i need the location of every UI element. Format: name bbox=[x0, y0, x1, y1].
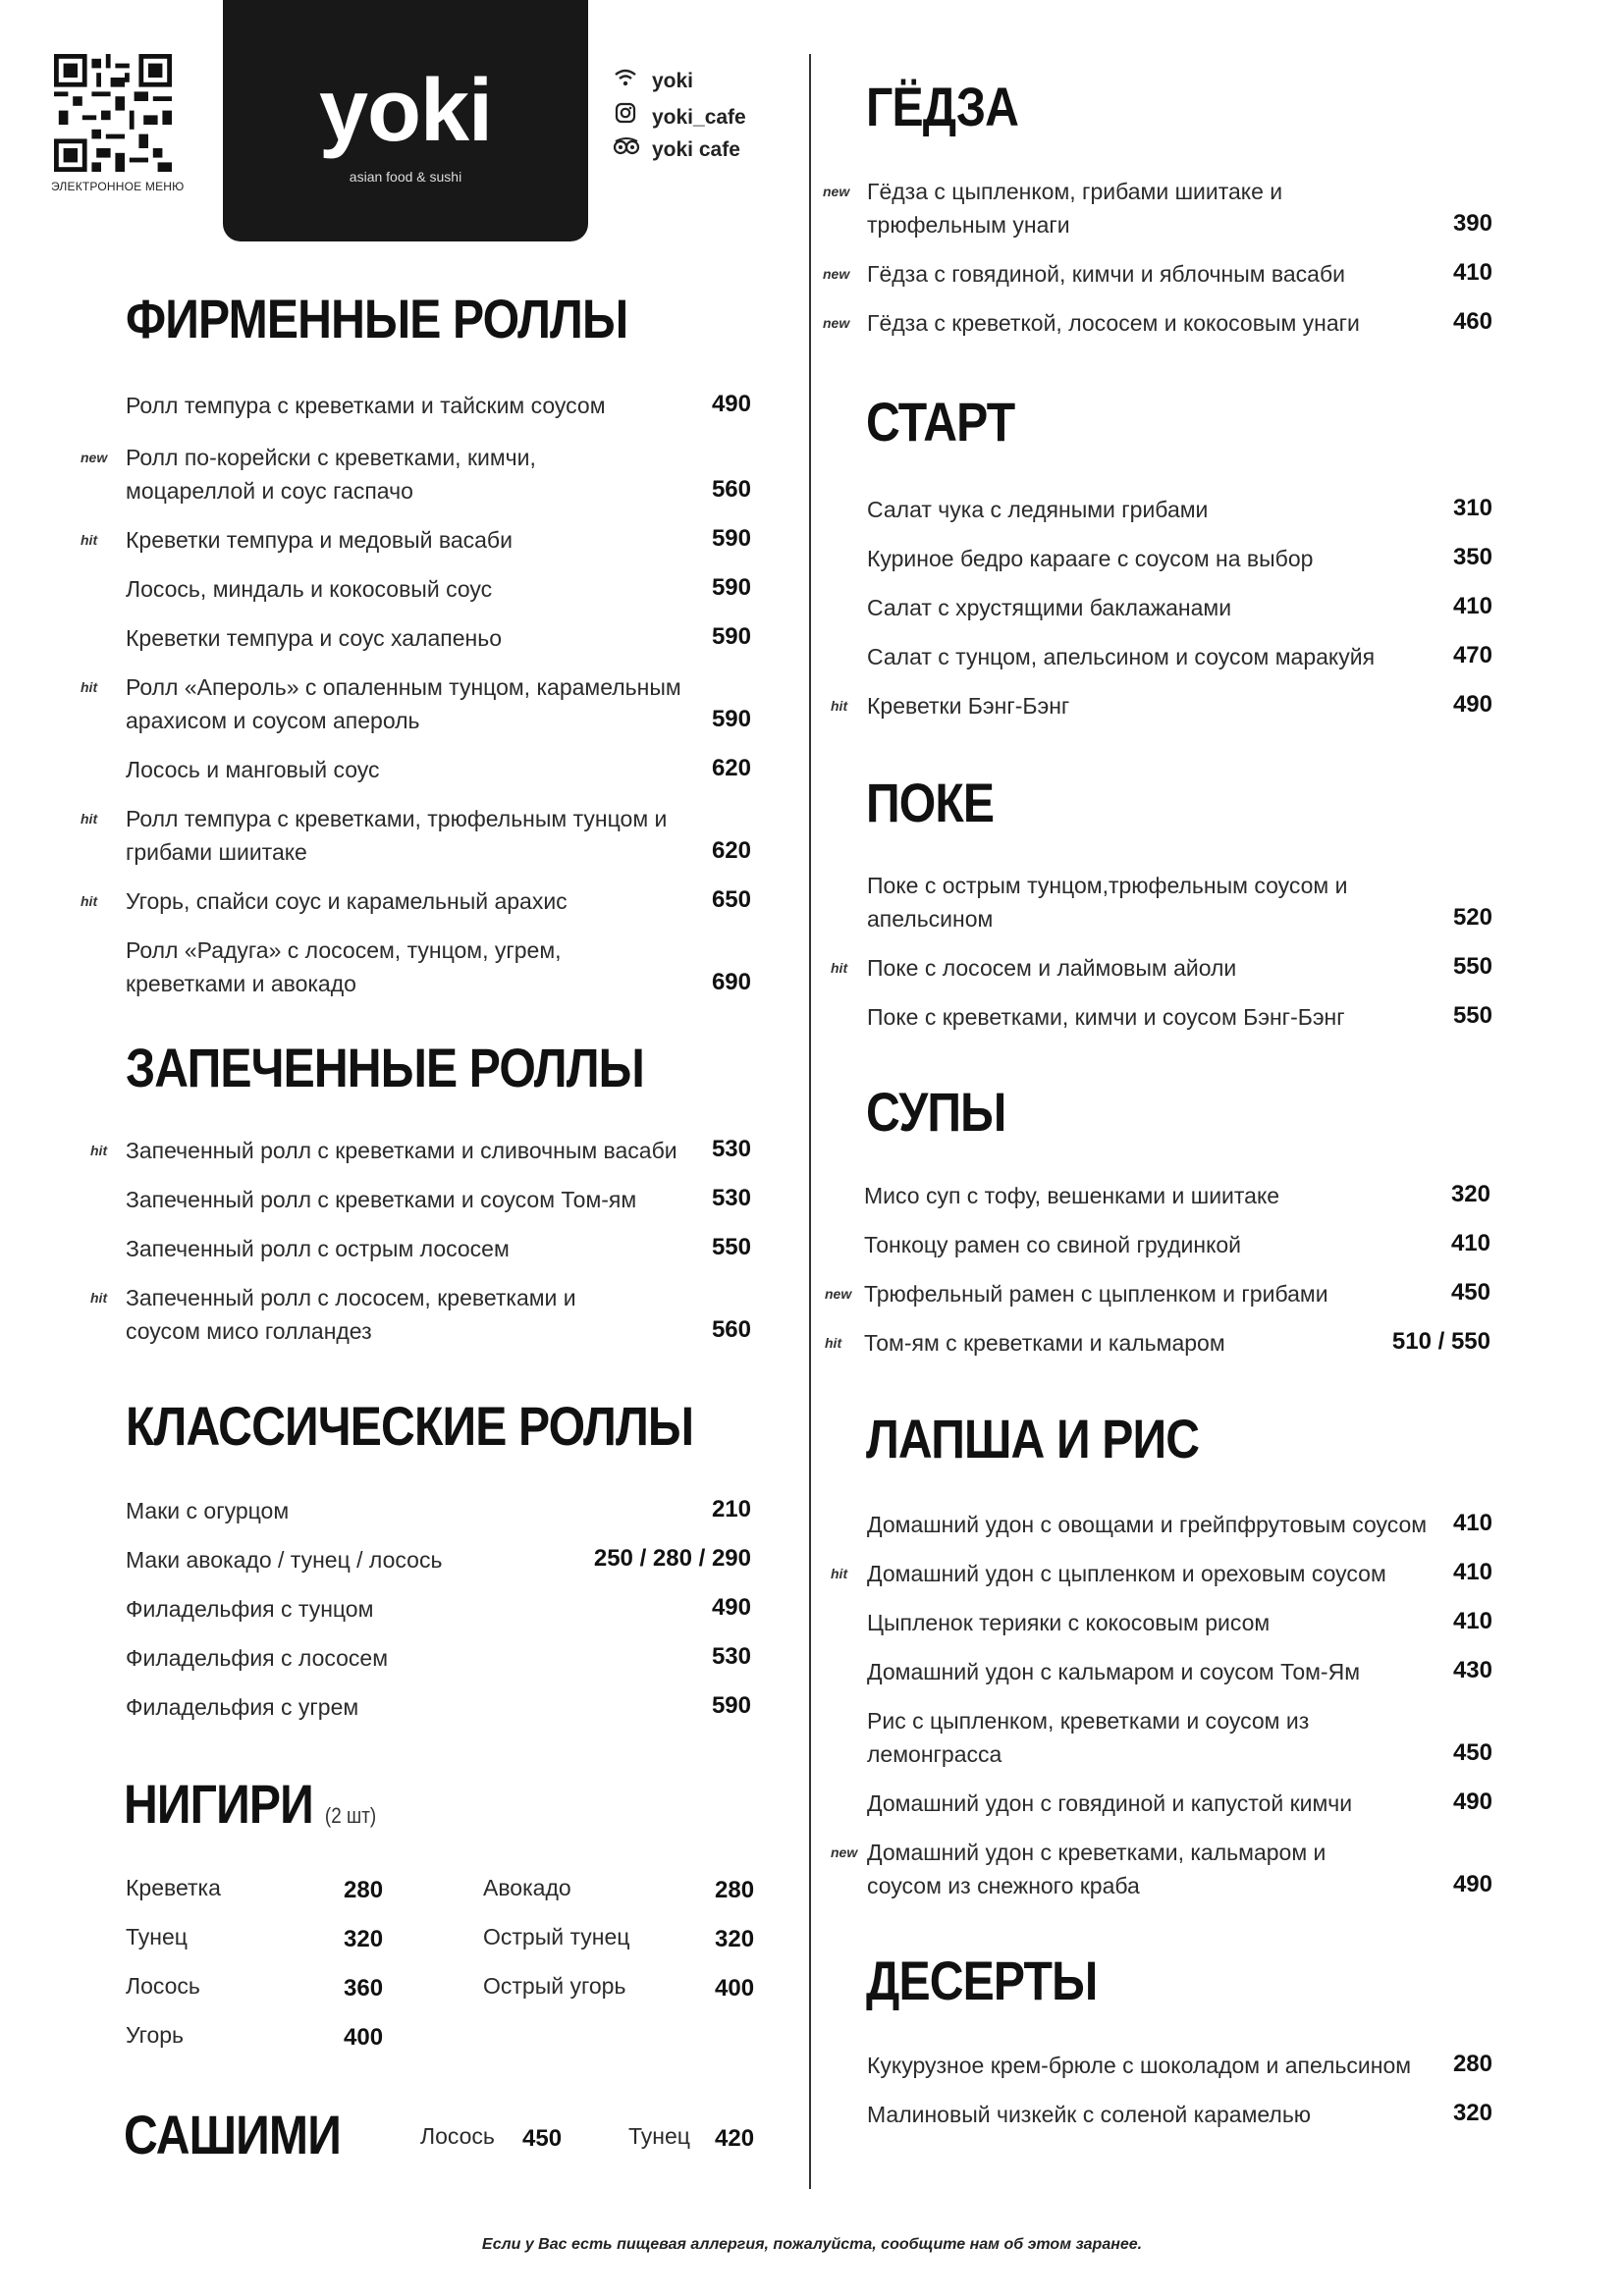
nigiri-name: Тунец bbox=[126, 1924, 188, 1949]
menu-item-name: Кукурузное крем-брюле с шоколадом и апельсином bbox=[867, 2053, 1412, 2078]
menu-item-name: Угорь, спайси соус и карамельный арахис bbox=[126, 888, 568, 914]
menu-item-price: 460 bbox=[1452, 308, 1492, 335]
menu-item-name: Маки с огурцом bbox=[126, 1498, 290, 1523]
menu-item-name: Креветки Бэнг-Бэнг bbox=[867, 693, 1070, 719]
menu-item-price: 690 bbox=[711, 969, 751, 995]
section-title-soups: СУПЫ bbox=[866, 1081, 1006, 1143]
nigiri-note: (2 шт) bbox=[324, 1803, 377, 1828]
nigiri-price: 320 bbox=[715, 1926, 755, 1952]
menu-item-name: Гёдза с цыпленком, грибами шиитаке и bbox=[867, 179, 1283, 204]
badge-hit: hit bbox=[81, 893, 98, 909]
menu-item-price: 510 / 550 bbox=[1391, 1328, 1490, 1355]
section-title-desserts: ДЕСЕРТЫ bbox=[866, 1949, 1098, 2011]
menu-item-name: Запеченный ролл с острым лососем bbox=[126, 1236, 510, 1261]
sashimi-name: Лосось bbox=[420, 2123, 495, 2149]
section-title-classic-rolls: КЛАССИЧЕСКИЕ РОЛЛЫ bbox=[126, 1395, 694, 1457]
menu-item-price: 560 bbox=[711, 1316, 751, 1343]
instagram-row[interactable] bbox=[613, 102, 746, 130]
column-divider bbox=[809, 54, 811, 2189]
nigiri-name: Острый угорь bbox=[483, 1973, 626, 1999]
nigiri-price: 280 bbox=[715, 1877, 755, 1903]
menu-item-price: 450 bbox=[1450, 1279, 1490, 1306]
menu-item-name: Домашний удон с овощами и грейпфрутовым соусом bbox=[867, 1512, 1428, 1537]
menu-item-name: Малиновый чизкейк с соленой карамелью bbox=[867, 2102, 1312, 2127]
badge-hit: hit bbox=[90, 1143, 108, 1158]
menu-item-price: 530 bbox=[711, 1643, 751, 1670]
nigiri-title: НИГИРИ bbox=[124, 1773, 313, 1835]
menu-item-price: 490 bbox=[1452, 1789, 1492, 1815]
menu-item-name: грибами шиитаке bbox=[126, 839, 307, 865]
nigiri-price: 400 bbox=[344, 2024, 384, 2051]
menu-item-price: 310 bbox=[1452, 495, 1492, 521]
menu-item-name: Том-ям с креветками и кальмаром bbox=[864, 1330, 1225, 1356]
menu-item-name: Мисо суп с тофу, вешенками и шиитаке bbox=[864, 1183, 1280, 1208]
menu-item-name: Домашний удон с креветками, кальмаром и bbox=[867, 1840, 1326, 1865]
qr-label: ЭЛЕКТРОННОЕ МЕНЮ bbox=[51, 180, 185, 193]
menu-item-name: Запеченный ролл с креветками и соусом Том-ям bbox=[126, 1187, 637, 1212]
menu-item-name: Салат с хрустящими баклажанами bbox=[867, 595, 1232, 620]
menu-item-price: 650 bbox=[711, 886, 751, 913]
menu-item-price: 490 bbox=[711, 391, 751, 417]
wifi-icon bbox=[613, 68, 638, 93]
wifi-row bbox=[613, 68, 693, 93]
menu-item-price: 590 bbox=[711, 1692, 751, 1719]
menu-item-name: Ролл «Радуга» с лососем, тунцом, угрем, bbox=[126, 937, 562, 963]
badge-new: new bbox=[823, 184, 850, 199]
menu-item-price: 320 bbox=[1452, 2100, 1492, 2126]
menu-item-price: 550 bbox=[711, 1234, 751, 1260]
logo-subtitle: asian food & sushi bbox=[349, 169, 462, 185]
menu-item-price: 590 bbox=[711, 706, 751, 732]
sashimi-name: Тунец bbox=[628, 2123, 690, 2149]
menu-item-name: Гёдза с креветкой, лососем и кокосовым унаги bbox=[867, 310, 1360, 336]
wifi-name: yoki bbox=[652, 70, 694, 92]
menu-item-price: 590 bbox=[711, 574, 751, 601]
menu-item-name: апельсином bbox=[867, 906, 994, 932]
instagram-icon bbox=[613, 102, 638, 130]
menu-item-name: Тонкоцу рамен со свиной грудинкой bbox=[864, 1232, 1242, 1257]
menu-item-name: Ролл темпура с креветками и тайским соусом bbox=[126, 393, 606, 418]
menu-item-price: 590 bbox=[711, 525, 751, 552]
badge-new: new bbox=[831, 1844, 858, 1860]
badge-hit: hit bbox=[90, 1290, 108, 1306]
menu-item-price: 550 bbox=[1452, 1002, 1492, 1029]
badge-new: new bbox=[823, 315, 850, 331]
menu-item-price: 410 bbox=[1452, 593, 1492, 619]
menu-item-name: Гёдза с говядиной, кимчи и яблочным васаби bbox=[867, 261, 1345, 287]
menu-item-price: 390 bbox=[1452, 210, 1492, 237]
menu-item-price: 490 bbox=[711, 1594, 751, 1621]
qr-code[interactable] bbox=[54, 54, 172, 172]
menu-item-name: Креветки темпура и медовый васаби bbox=[126, 527, 513, 553]
nigiri-name: Угорь bbox=[126, 2022, 185, 2048]
menu-item-price: 620 bbox=[711, 755, 751, 781]
menu-item-name: Поке с лососем и лаймовым айоли bbox=[867, 955, 1237, 981]
section-title-gyoza: ГЁДЗА bbox=[866, 76, 1019, 137]
menu-item-name: Лосось, миндаль и кокосовый соус bbox=[126, 576, 493, 602]
nigiri-price: 280 bbox=[344, 1877, 384, 1903]
nigiri-price: 400 bbox=[715, 1975, 755, 2002]
badge-hit: hit bbox=[81, 811, 98, 827]
section-title-noodles-rice: ЛАПША И РИС bbox=[866, 1408, 1200, 1469]
badge-hit: hit bbox=[831, 960, 848, 976]
menu-item-name: Ролл темпура с креветками, трюфельным тунцом и bbox=[126, 806, 668, 831]
menu-item-name: Поке с острым тунцом,трюфельным соусом и bbox=[867, 873, 1348, 898]
badge-hit: hit bbox=[81, 532, 98, 548]
menu-item-price: 350 bbox=[1452, 544, 1492, 570]
badge-hit: hit bbox=[825, 1335, 842, 1351]
menu-item-name: Домашний удон с цыпленком и ореховым соусом bbox=[867, 1561, 1386, 1586]
menu-item-name: Куриное бедро караагe с соусом на выбор bbox=[867, 546, 1314, 571]
menu-item-price: 250 / 280 / 290 bbox=[593, 1545, 751, 1572]
logo bbox=[223, 0, 588, 241]
menu-item-name: креветками и авокадо bbox=[126, 971, 356, 996]
menu-item-name: Цыпленок терияки с кокосовым рисом bbox=[867, 1610, 1271, 1635]
menu-item-name: Ролл «Апероль» с опаленным тунцом, карамельным bbox=[126, 674, 681, 700]
menu-item-price: 410 bbox=[1450, 1230, 1490, 1256]
menu-item-name: Филадельфия с лососем bbox=[126, 1645, 389, 1671]
menu-item-name: соусом из снежного краба bbox=[867, 1873, 1140, 1898]
tripadvisor-row[interactable] bbox=[613, 136, 740, 162]
menu-item-name: Запеченный ролл с лососем, креветками и bbox=[126, 1285, 576, 1310]
badge-new: new bbox=[823, 266, 850, 282]
tripadvisor-name: yoki cafe bbox=[652, 138, 740, 161]
menu-item-name: Домашний удон с кальмаром и соусом Том-Ям bbox=[867, 1659, 1361, 1684]
section-title-poke: ПОКЕ bbox=[866, 772, 995, 833]
badge-new: new bbox=[825, 1286, 852, 1302]
menu-item-name: трюфельным унаги bbox=[867, 212, 1070, 238]
nigiri-name: Лосось bbox=[126, 1973, 200, 1999]
section-title-sashimi: САШИМИ bbox=[124, 2104, 341, 2165]
menu-item-name: лемонграсса bbox=[867, 1741, 1002, 1767]
menu-item-price: 210 bbox=[711, 1496, 751, 1522]
menu-item-name: Трюфельный рамен с цыпленком и грибами bbox=[864, 1281, 1328, 1307]
menu-item-name: Салат чука с ледяными грибами bbox=[867, 497, 1209, 522]
menu-item-price: 320 bbox=[1450, 1181, 1490, 1207]
badge-hit: hit bbox=[831, 698, 848, 714]
menu-item-name: Домашний удон с говядиной и капустой кимчи bbox=[867, 1790, 1353, 1816]
menu-item-name: Филадельфия с угрем bbox=[126, 1694, 359, 1720]
menu-item-price: 550 bbox=[1452, 953, 1492, 980]
menu-item-price: 280 bbox=[1452, 2051, 1492, 2077]
menu-item-name: Маки авокадо / тунец / лосось bbox=[126, 1547, 443, 1573]
sashimi-price: 420 bbox=[715, 2125, 755, 2152]
logo-text: yoki bbox=[318, 62, 493, 160]
nigiri-price: 360 bbox=[344, 1975, 384, 2002]
menu-item-price: 590 bbox=[711, 623, 751, 650]
nigiri-name: Острый тунец bbox=[483, 1924, 630, 1949]
badge-new: new bbox=[81, 450, 108, 465]
menu-item-price: 620 bbox=[711, 837, 751, 864]
menu-item-price: 530 bbox=[711, 1136, 751, 1162]
badge-hit: hit bbox=[81, 679, 98, 695]
menu-item-price: 490 bbox=[1452, 1871, 1492, 1897]
menu-item-name: Салат с тунцом, апельсином и соусом маракуйя bbox=[867, 644, 1376, 669]
sashimi-price: 450 bbox=[522, 2125, 563, 2152]
menu-item-name: Филадельфия с тунцом bbox=[126, 1596, 374, 1622]
menu-item-price: 450 bbox=[1452, 1739, 1492, 1766]
menu-item-price: 490 bbox=[1452, 691, 1492, 718]
menu-item-price: 410 bbox=[1452, 1510, 1492, 1536]
section-title-start: СТАРТ bbox=[866, 391, 1015, 453]
menu-item-price: 410 bbox=[1452, 1608, 1492, 1634]
menu-item-name: соусом мисо голландез bbox=[126, 1318, 372, 1344]
menu-item-price: 560 bbox=[711, 476, 751, 503]
menu-item-price: 470 bbox=[1452, 642, 1492, 668]
menu-item-name: Креветки темпура и соус халапеньо bbox=[126, 625, 502, 651]
badge-hit: hit bbox=[831, 1566, 848, 1581]
menu-item-name: Запеченный ролл с креветками и сливочным васаби bbox=[126, 1138, 677, 1163]
menu-item-price: 520 bbox=[1452, 904, 1492, 931]
menu-item-price: 410 bbox=[1452, 1559, 1492, 1585]
allergy-notice: Если у Вас есть пищевая аллергия, пожалуйста, сообщите нам об этом заранее. bbox=[481, 2236, 1143, 2253]
menu-item-name: Ролл по-корейски с креветками, кимчи, bbox=[126, 445, 536, 470]
nigiri-price: 320 bbox=[344, 1926, 384, 1952]
menu-item-price: 410 bbox=[1452, 259, 1492, 286]
menu-item-name: моцареллой и соус гаспачо bbox=[126, 478, 413, 504]
instagram-handle: yoki_cafe bbox=[652, 106, 746, 129]
menu-item-name: Поке с креветками, кимчи и соусом Бэнг-Бэнг bbox=[867, 1004, 1345, 1030]
menu-item-name: арахисом и соусом апероль bbox=[126, 708, 420, 733]
section-title-nigiri bbox=[124, 1772, 376, 1836]
menu-item-price: 430 bbox=[1452, 1657, 1492, 1683]
section-title-signature-rolls: ФИРМЕННЫЕ РОЛЛЫ bbox=[126, 288, 628, 349]
menu-item-name: Лосось и манговый соус bbox=[126, 757, 380, 782]
menu-item-name: Рис с цыпленком, креветками и соусом из bbox=[867, 1708, 1310, 1734]
tripadvisor-icon bbox=[613, 136, 638, 162]
nigiri-name: Креветка bbox=[126, 1875, 221, 1900]
menu-item-price: 530 bbox=[711, 1185, 751, 1211]
nigiri-name: Авокадо bbox=[483, 1875, 571, 1900]
section-title-baked-rolls: ЗАПЕЧЕННЫЕ РОЛЛЫ bbox=[126, 1037, 644, 1098]
